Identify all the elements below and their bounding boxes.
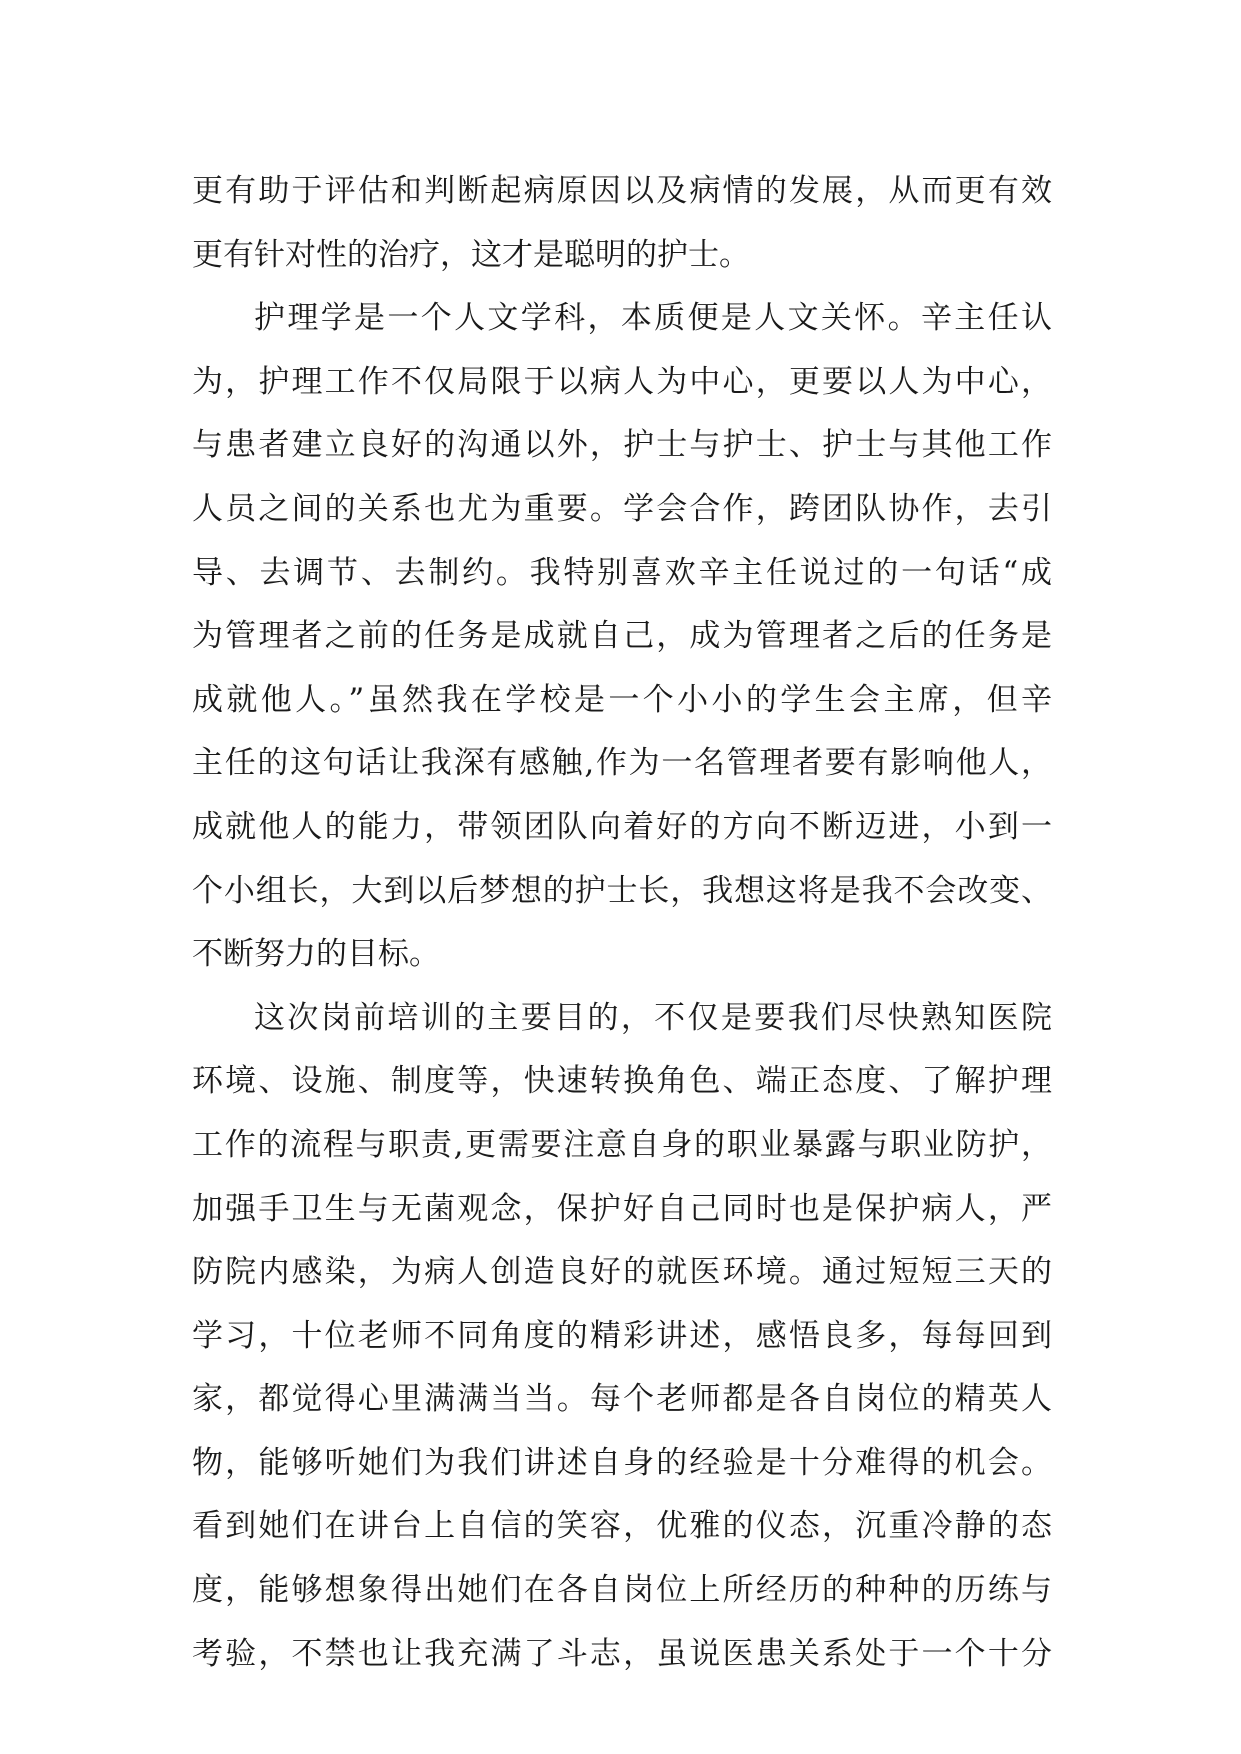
- text-line: 度，能够想象得出她们在各自岗位上所经历的种种的历练与: [192, 1572, 1052, 1609]
- text-line: 这次岗前培训的主要目的，不仅是要我们尽快熟知医院: [254, 999, 1052, 1036]
- text-line: 为，护理工作不仅局限于以病人为中心，更要以人为中心，: [192, 363, 1052, 400]
- text-line: 更有针对性的治疗，这才是聪明的护士。: [192, 236, 750, 273]
- text-line: 家，都觉得心里满满当当。每个老师都是各自岗位的精英人: [192, 1381, 1052, 1418]
- text-line: 更有助于评估和判断起病原因以及病情的发展，从而更有效: [192, 173, 1052, 209]
- text-line: 导、去调节、去制约。我特别喜欢辛主任说过的一句话“成: [192, 554, 1052, 591]
- text-line: 为管理者之前的任务是成就自己，成为管理者之后的任务是: [192, 618, 1052, 655]
- text-line: 人员之间的关系也尤为重要。学会合作，跨团队协作，去引: [192, 490, 1052, 527]
- text-line: 工作的流程与职责,更需要注意自身的职业暴露与职业防护，: [192, 1126, 1052, 1163]
- text-line: 成就他人。”虽然我在学校是一个小小的学生会主席，但辛: [192, 681, 1052, 718]
- text-line: 护理学是一个人文学科，本质便是人文关怀。辛主任认: [254, 300, 1052, 337]
- text-line: 与患者建立良好的沟通以外，护士与护士、护士与其他工作: [192, 427, 1052, 464]
- text-line: 加强手卫生与无菌观念，保护好自己同时也是保护病人，严: [192, 1190, 1052, 1227]
- document-body: [192, 160, 1052, 1686]
- text-line: 成就他人的能力，带领团队向着好的方向不断迈进，小到一: [192, 808, 1052, 845]
- text-line: 不断努力的目标。: [192, 936, 440, 973]
- text-line: 学习，十位老师不同角度的精彩讲述，感悟良多，每每回到: [192, 1317, 1052, 1354]
- text-line: 物，能够听她们为我们讲述自身的经验是十分难得的机会。: [192, 1444, 1052, 1481]
- text-line: 环境、设施、制度等，快速转换角色、端正态度、了解护理: [192, 1063, 1052, 1100]
- text-line: 防院内感染，为病人创造良好的就医环境。通过短短三天的: [192, 1254, 1052, 1291]
- text-line: 个小组长，大到以后梦想的护士长，我想这将是我不会改变、: [192, 872, 1052, 909]
- text-line: 看到她们在讲台上自信的笑容，优雅的仪态，沉重冷静的态: [192, 1508, 1052, 1545]
- text-line: 考验，不禁也让我充满了斗志，虽说医患关系处于一个十分: [192, 1635, 1052, 1672]
- text-line: 主任的这句话让我深有感触,作为一名管理者要有影响他人，: [192, 745, 1052, 782]
